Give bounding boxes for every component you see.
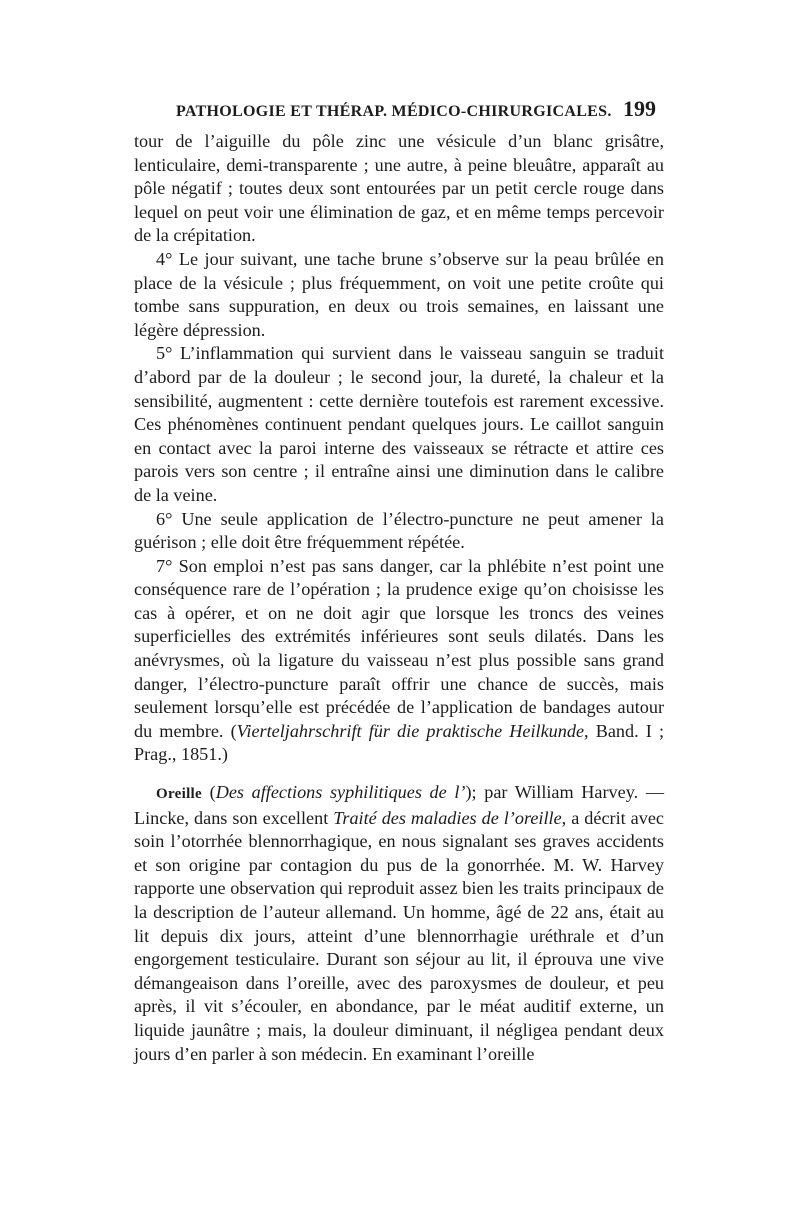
oreille-text-a: ); par William Harvey. — Lincke, dans son excellent (134, 782, 665, 828)
page-header (176, 96, 656, 122)
point-7-text: 7° Son emploi n’est pas sans danger, car la phlébite n’est point une conséquence rare de l’opération ; la prudence exige qu’on choisisse les cas à opérer, et on ne doit agir que lorsque les troncs des veines superficielles des extrémités inférieures sont seuls dilatés. Dans les anévrysmes, où la ligature du vaisseau n’est plus possible sans grand danger, l’électro-puncture paraît offrir une chance de succès, mais seulement lorsqu’elle est précédée de l’application de bandages autour du membre. ( (134, 555, 664, 741)
section-subject: Des affections syphilitiques de l’ (215, 782, 466, 803)
paragraph-continuation: tour de l’aiguille du pôle zinc une vésicule d’un blanc grisâtre, lenticulaire, demi-transparente ; une autre, à peine bleuâtre, apparaît au pôle négatif ; toutes deux sont entourées par un petit cercle rouge dans lequel on peut voir une élimination de gaz, et en même temps percevoir de la crépitation. (134, 131, 664, 246)
paragraph-point-6: 6° Une seule application de l’électro-puncture ne peut amener la guérison ; elle doit être fréquemment répétée. (134, 508, 664, 553)
page-body (134, 130, 664, 1066)
paragraph-point-5: 5° L’inflammation qui survient dans le vaisseau sanguin se traduit d’abord par de la douleur ; le second jour, la dureté, la chaleur et la sensibilité, augmentent : cette dernière toutefois est rarement excessive. Ces phénomènes continuent pendant quelques jours. Le caillot sanguin en contact avec la paroi interne des vaisseaux se rétracte et attire ces parois vers son centre ; il entraîne ainsi une diminution dans le calibre de la veine. (134, 343, 664, 505)
paragraph-oreille: Oreille (Des affections syphilitiques de l’); par William Harvey. — Lincke, dans son excellent Traité des maladies de l’oreille, a décrit avec soin l’otorrhée blennorrhagique, en nous signalant ses graves accidents et son origine par contagion du pus de la gonorrhée. M. W. Harvey rapporte une observation qui reproduit assez bien les traits principaux de la description de l’auteur allemand. Un homme, âgé de 22 ans, était au lit depuis dix jours, atteint d’une blennorrhagie uréthrale et d’un engorgement testiculaire. Durant son séjour au lit, il éprouva une vive démangeaison dans l’oreille, avec des paroxysmes de douleur, et peu après, il vit s’écouler, en abondance, par le méat auditif externe, un liquide jaunâtre ; mais, la douleur diminuant, il négligea pendant deux jours d’en parler à son médecin. En examinant l’oreille (134, 782, 665, 1064)
paragraph-point-7 (134, 555, 664, 767)
citation-details: , Band. I ; Prag., 1851.) (134, 720, 664, 765)
oreille-text-b: , a décrit avec soin l’otorrhée blennorrhagique, en nous signalant ses graves accidents et son origine par contagion du pus de la gonorrhée. M. W. Harvey rapporte une observation qui reproduit assez bien les traits principaux de la description de l’auteur allemand. Un homme, âgé de 22 ans, était au lit depuis dix jours, atteint d’une blennorrhagie uréthrale et d’un engorgement testiculaire. Durant son séjour au lit, il éprouva une vive démangeaison dans l’oreille, avec des paroxysmes de douleur, et peu après, il vit s’écouler, en abondance, par le méat auditif externe, un liquide jaunâtre ; mais, la douleur diminuant, il négligea pendant deux jours d’en parler à son médecin. En examinant l’oreille (134, 807, 664, 1064)
page-number: 199 (623, 96, 656, 121)
treatise-title: Traité des maladies de l’oreille (333, 807, 562, 828)
journal-citation: Vierteljahrschrift für die praktische Heilkunde (236, 720, 585, 741)
running-title: PATHOLOGIE ET THÉRAP. MÉDICO-CHIRURGICALES. (176, 103, 612, 120)
section-lead-oreille: Oreille (156, 786, 202, 803)
paragraph-point-4: 4° Le jour suivant, une tache brune s’observe sur la peau brûlée en place de la vésicule ; plus fréquemment, on voit une petite croûte qui tombe sans suppuration, en deux ou trois semaines, en laissant une légère dépression. (134, 248, 664, 340)
